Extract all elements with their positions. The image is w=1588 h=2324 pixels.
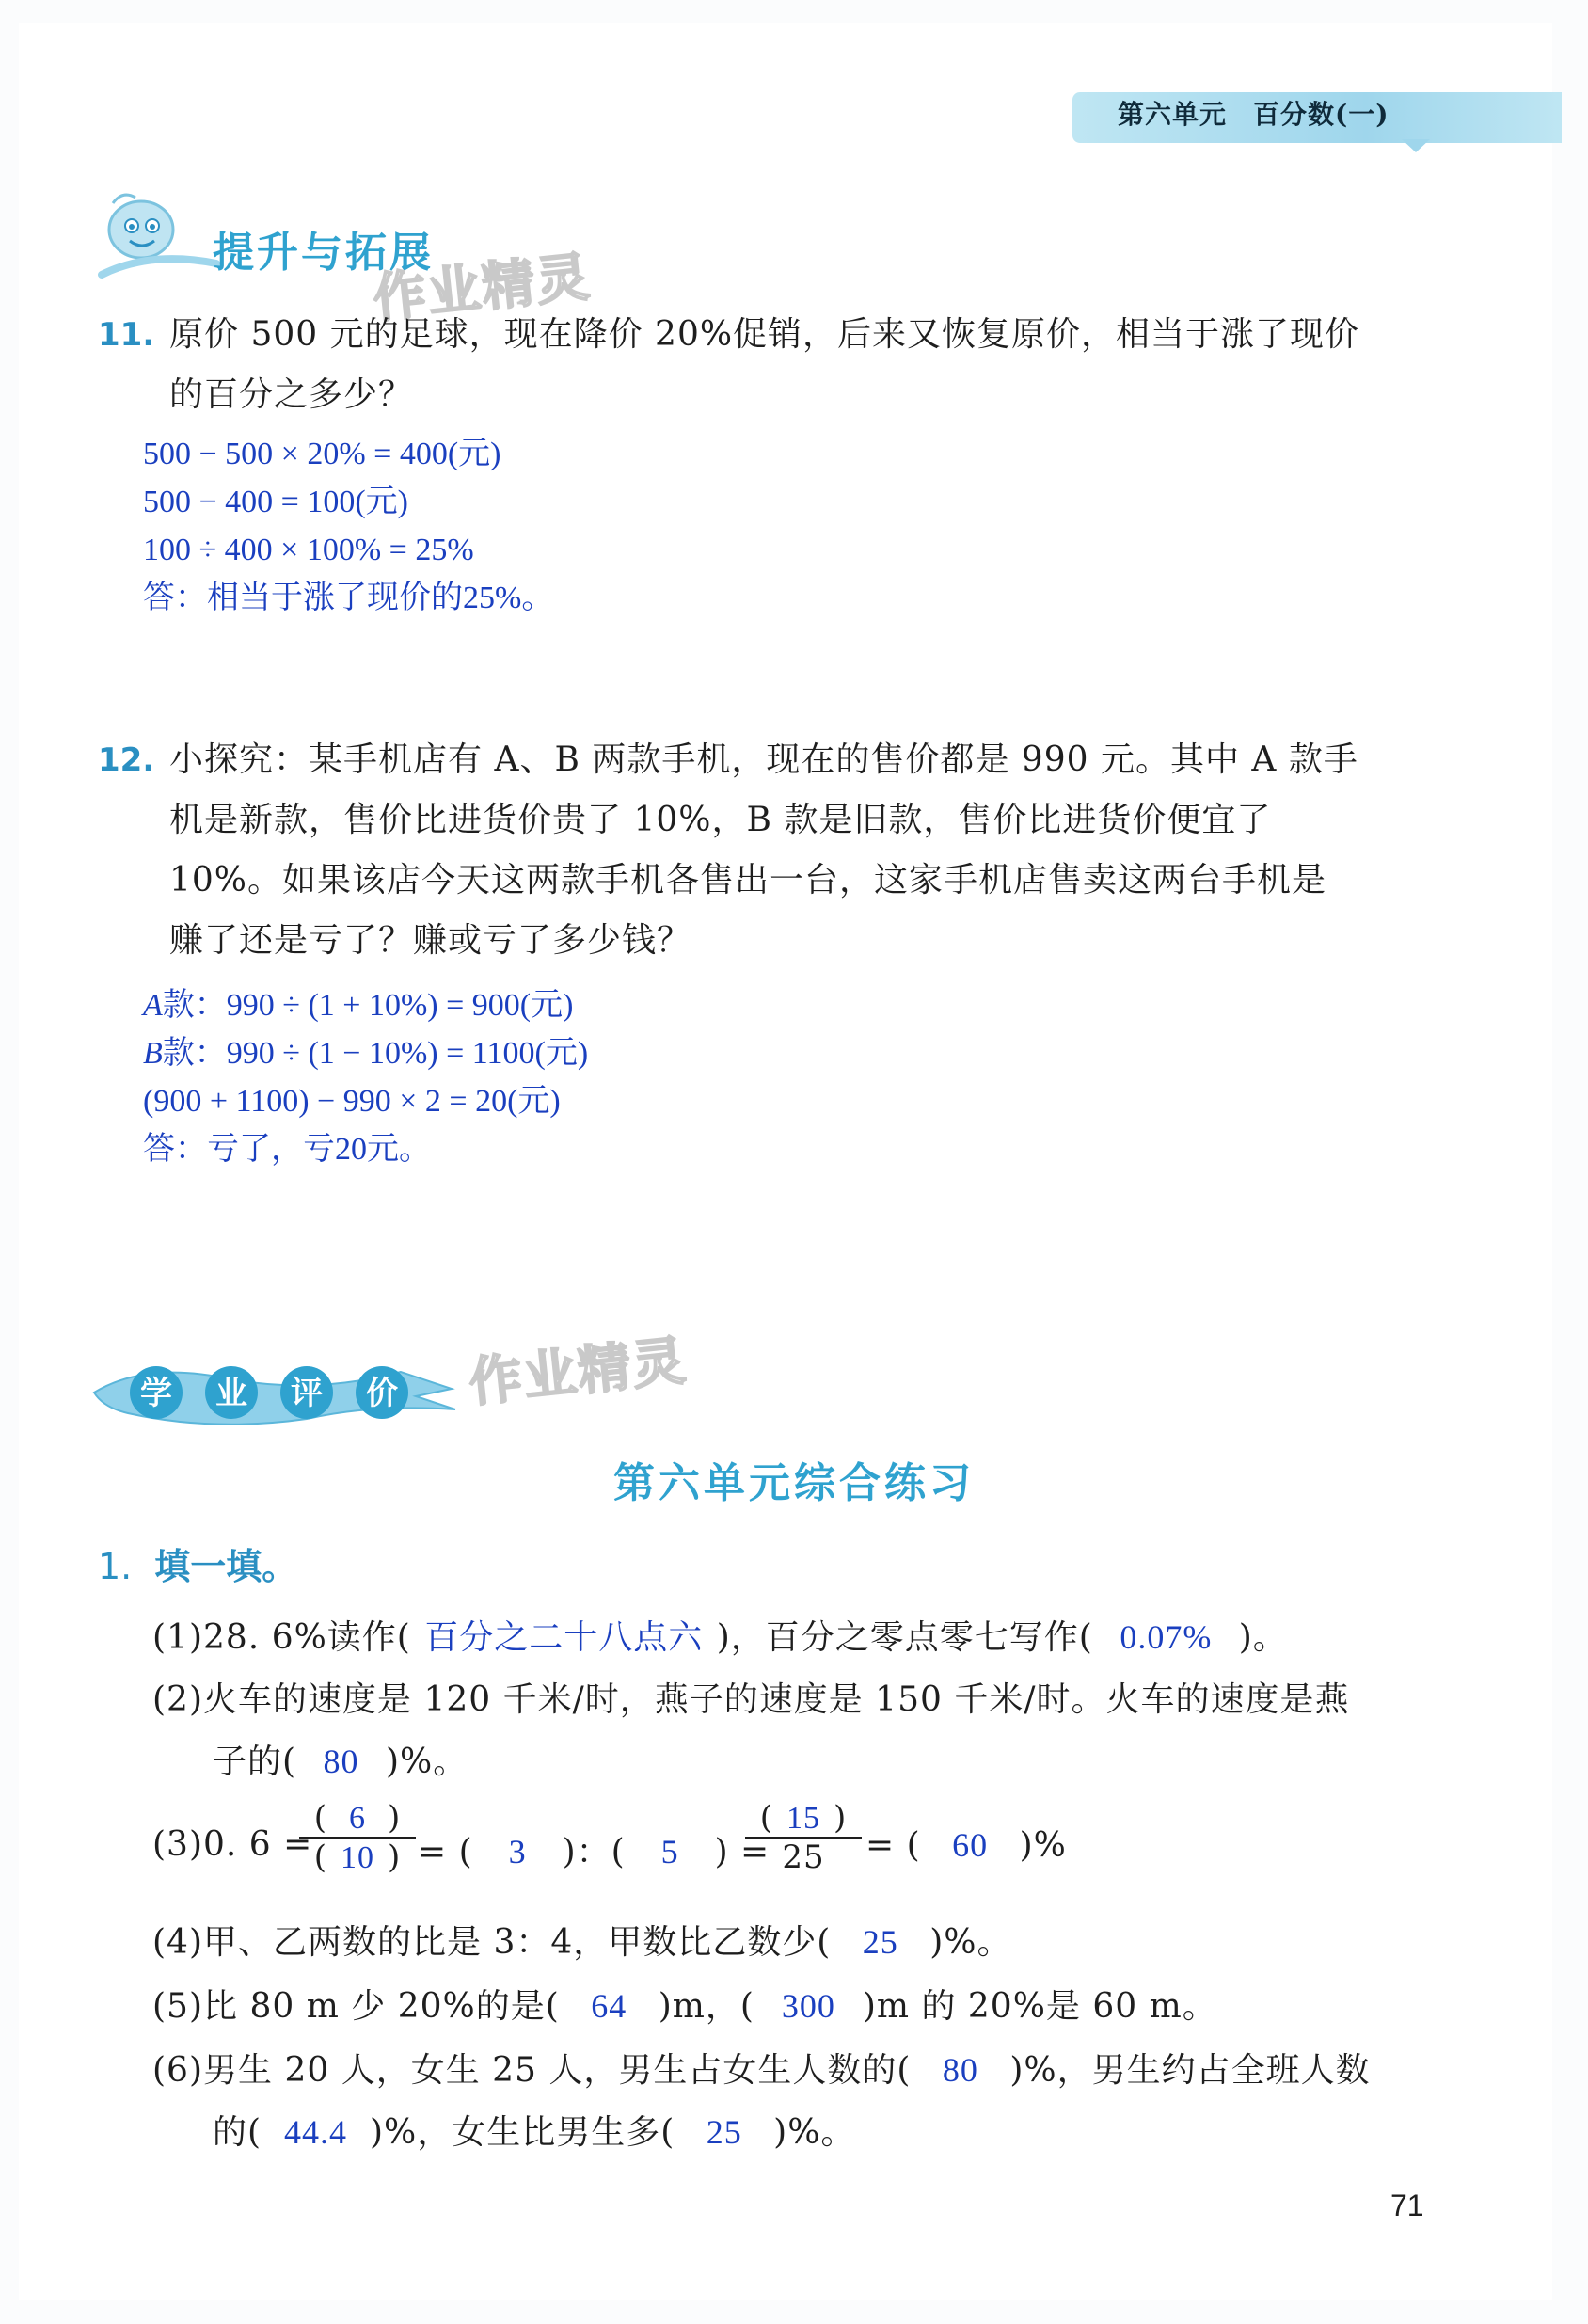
fill-item-2-line-2	[213, 1735, 468, 1783]
p1-answer-1: 百分之二十八点六	[424, 1618, 704, 1656]
p4-pre: (4)甲、乙两数的比是 3：4，甲数比乙数少(	[152, 1923, 832, 1962]
p3-eq3: = (	[865, 1826, 921, 1865]
answer-12-step-a	[143, 981, 573, 1029]
p2-pre: 子的(	[213, 1743, 297, 1781]
f1-num-open: (	[313, 1799, 327, 1837]
p6-post2: )%。	[773, 2113, 856, 2152]
p6-answer-2: 44.4	[284, 2113, 347, 2151]
p3-eq2: ) =	[714, 1833, 770, 1871]
fill-number: 1.	[98, 1546, 133, 1587]
p1-answer-2: 0.07%	[1120, 1618, 1213, 1656]
fill-item-3-post	[865, 1825, 1067, 1865]
p5-pre: (5)比 80 m 少 20%的是(	[152, 1987, 560, 2026]
p5-answer-1: 64	[591, 1987, 627, 2025]
question-number-11: 11.	[98, 316, 155, 354]
fill-item-6-line-2	[213, 2106, 855, 2154]
fraction-2-denominator: 25	[782, 1839, 825, 1876]
fill-item-5	[152, 1980, 1217, 2028]
header-unit: 第六单元	[1118, 99, 1228, 130]
answer-12-b-text: 款：990 ÷ (1 − 10%) = 1100(元)	[162, 1036, 589, 1071]
p1-pre: (1)28. 6%读作(	[152, 1618, 411, 1657]
banner-char-4: 价	[366, 1375, 398, 1412]
running-header	[1118, 94, 1416, 132]
p6-answer-1: 80	[942, 2051, 978, 2089]
p3-colon: )：(	[562, 1833, 626, 1871]
fraction-2	[745, 1799, 862, 1876]
f2-num-close: )	[834, 1799, 848, 1837]
question-12-line-3: 10%。如果该店今天这两款手机各售出一台，这家手机店售卖这两台手机是	[169, 861, 1327, 899]
p3-post: )%	[1019, 1826, 1067, 1865]
fill-item-2-line-1: (2)火车的速度是 120 千米/时，燕子的速度是 150 千米/时。火车的速度是燕	[152, 1680, 1350, 1719]
banner-char-3: 评	[291, 1375, 323, 1412]
p6-post1: )%，男生约占全班人数	[1009, 2051, 1371, 2090]
fill-title: 填一填。	[154, 1546, 298, 1587]
p5-mid: )m，(	[658, 1987, 754, 2026]
p1-mid: )，百分之零点零七写作(	[716, 1618, 1093, 1657]
answer-12-step-c: (900 + 1100) − 990 × 2 = 20(元)	[143, 1084, 561, 1119]
p2-answer-1: 80	[323, 1743, 359, 1780]
mascot-icon	[94, 184, 226, 288]
answer-12-a-label: A	[143, 988, 163, 1023]
question-11-line-1: 原价 500 元的足球，现在降价 20%促销，后来又恢复原价，相当于涨了现价	[169, 315, 1360, 354]
p6-pre: (6)男生 20 人，女生 25 人，男生占女生人数的(	[152, 2051, 912, 2090]
fraction-1-numerator	[299, 1799, 416, 1837]
page-number: 71	[1390, 2189, 1424, 2222]
fill-item-1	[152, 1611, 1288, 1659]
p6-answer-3: 25	[706, 2113, 742, 2151]
fill-item-3-pre: (3)0. 6 =	[152, 1825, 313, 1864]
section-title-extension: 提升与拓展	[213, 229, 434, 277]
fill-section-heading	[98, 1537, 297, 1589]
p4-answer-1: 25	[862, 1923, 898, 1961]
unit-exercise-title: 第六单元综合练习	[613, 1459, 975, 1507]
watermark-2: 作业精灵	[466, 1330, 691, 1414]
watermark: 作业精灵	[370, 247, 595, 330]
p1-post: )。	[1238, 1618, 1288, 1657]
p6-mid2: )%，女生比男生多(	[369, 2113, 675, 2152]
p3-eq1: = (	[418, 1833, 473, 1871]
p5-post: )m 的 20%是 60 m。	[862, 1987, 1217, 2026]
fill-item-6-line-1	[152, 2044, 1371, 2092]
answer-11-step-1: 500 − 500 × 20% = 400(元)	[143, 437, 501, 471]
p6-pre2: 的(	[213, 2113, 262, 2152]
question-12-line-4: 赚了还是亏了？赚或亏了多少钱？	[169, 921, 692, 960]
answer-12-step-b	[143, 1029, 588, 1077]
answer-12-conclusion: 答：亏了，亏20元。	[143, 1132, 431, 1167]
answer-11-step-3: 100 ÷ 400 × 100% = 25%	[143, 533, 474, 567]
banner-char-2: 业	[215, 1375, 247, 1412]
answer-12-b-label: B	[143, 1036, 163, 1071]
f1-den-close: )	[388, 1839, 402, 1876]
p4-post: )%。	[929, 1923, 1012, 1962]
question-12-line-2: 机是新款，售价比进货价贵了 10%，B 款是旧款，售价比进货价便宜了	[169, 801, 1272, 839]
fraction-1-denominator	[299, 1839, 416, 1876]
p5-answer-2: 300	[781, 1987, 835, 2025]
answer-11-step-2: 500 − 400 = 100(元)	[143, 485, 408, 519]
header-topic: 百分数(一)	[1253, 99, 1390, 130]
question-11-line-2: 的百分之多少？	[169, 375, 414, 414]
fill-item-4	[152, 1916, 1011, 1964]
p2-post: )%。	[385, 1743, 468, 1781]
fraction-1	[299, 1799, 416, 1876]
f2-num-open: (	[759, 1799, 773, 1837]
f1-den-open: (	[313, 1839, 327, 1876]
question-number-12: 12.	[98, 741, 155, 779]
answer-11-conclusion: 答：相当于涨了现价的25%。	[143, 581, 554, 615]
p3-answer-ratio-2: 5	[660, 1833, 679, 1870]
ribbon-tip	[1402, 139, 1430, 152]
p3-answer-ratio-1: 3	[508, 1833, 527, 1870]
fraction-2-numerator-answer: 15	[786, 1801, 820, 1836]
f1-num-close: )	[388, 1799, 402, 1837]
assessment-banner	[90, 1351, 467, 1430]
fraction-2-numerator	[745, 1799, 862, 1837]
p3-answer-percent: 60	[952, 1826, 989, 1864]
fraction-1-denominator-answer: 10	[341, 1840, 374, 1875]
fraction-1-numerator-answer: 6	[349, 1801, 366, 1836]
question-12-line-1: 小探究：某手机店有 A、B 两款手机，现在的售价都是 990 元。其中 A 款手	[169, 740, 1358, 779]
banner-char-1: 学	[140, 1375, 172, 1412]
answer-12-a-text: 款：990 ÷ (1 + 10%) = 900(元)	[162, 988, 574, 1023]
fill-item-3-mid	[418, 1825, 770, 1873]
